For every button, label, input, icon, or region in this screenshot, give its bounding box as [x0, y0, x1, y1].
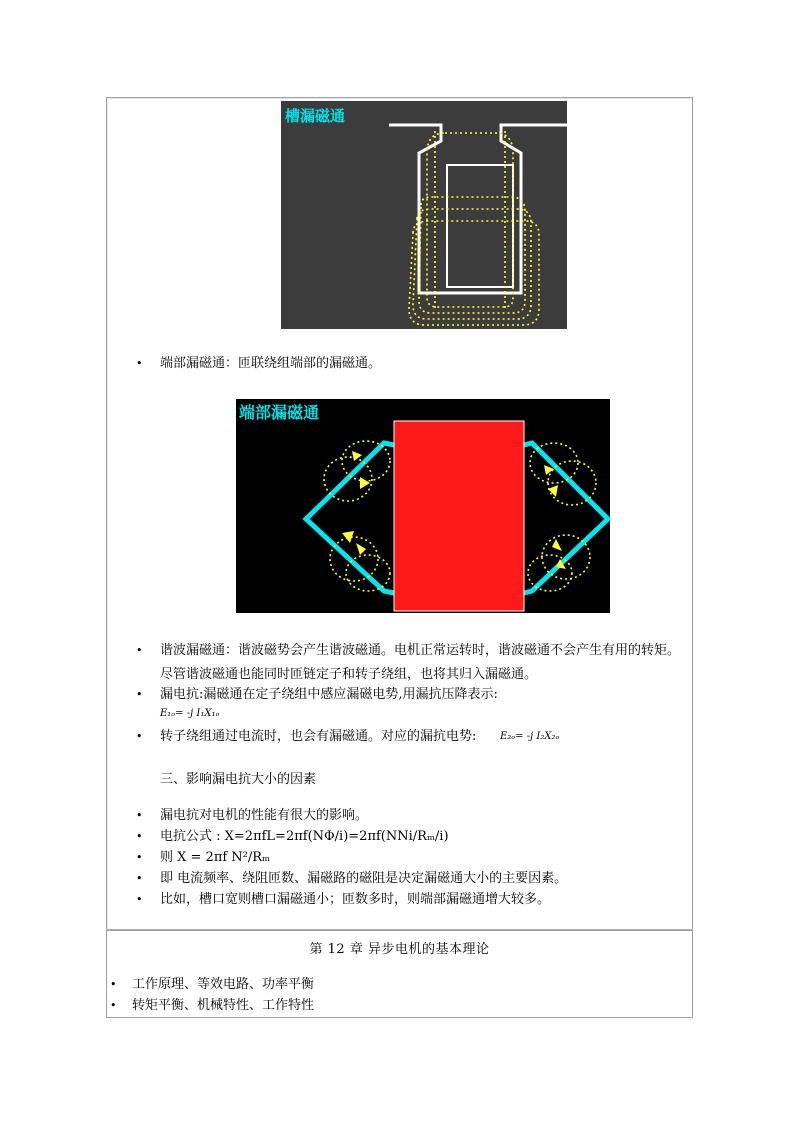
end-leakage-figure: [236, 399, 610, 613]
formula-e1: E₁ₒ= -j I₁X₁ₒ: [160, 708, 220, 719]
bullet-dot: •: [136, 357, 143, 370]
bullet-dot: •: [136, 809, 143, 822]
bullet-dot: •: [136, 830, 143, 843]
bullet-dot: •: [136, 851, 143, 864]
divider: [106, 929, 693, 930]
bullet-dot: •: [136, 893, 143, 906]
bullet-dot: •: [136, 872, 143, 885]
fig1-background: [281, 101, 567, 329]
chapter-title: 第 12 章 异步电机的基本理论: [309, 942, 490, 957]
bullet-dot: •: [136, 644, 143, 657]
harmonic-text-1: 谐波漏磁通：谐波磁势会产生谐波磁通。电机正常运转时，谐波磁通不会产生有用的转矩。: [160, 643, 681, 658]
factor-text: 则 X = 2πf N²/Rₘ: [160, 850, 271, 865]
fig2-label: 端部漏磁通: [239, 403, 320, 422]
section-heading: 三、影响漏电抗大小的因素: [160, 772, 317, 787]
bullet-dot: •: [136, 688, 143, 701]
formula-e2: E₂ₒ= -j I₂X₂ₒ: [500, 731, 560, 742]
factor-text: 漏电抗对电机的性能有很大的影响。: [160, 808, 369, 823]
fig1-label: 槽漏磁通: [285, 107, 346, 125]
end-leakage-text: 端部漏磁通：匝联绕组端部的漏磁通。: [160, 356, 382, 371]
chapter-item-text: 转矩平衡、机械特性、工作特性: [132, 998, 315, 1013]
factor-text: 比如，槽口宽则槽口漏磁通小；匝数多时，则端部漏磁通增大较多。: [160, 892, 551, 907]
chapter-item-text: 工作原理、等效电路、功率平衡: [132, 977, 315, 992]
factor-text: 即 电流频率、绕阻匝数、漏磁路的磁阻是决定漏磁通大小的主要因素。: [160, 871, 568, 886]
bullet-dot: •: [110, 978, 117, 991]
rotor-text: 转子绕组通过电流时，也会有漏磁通。对应的漏抗电势:: [160, 729, 477, 744]
bullet-dot: •: [110, 999, 117, 1012]
bullet-dot: •: [136, 730, 143, 743]
factor-text: 电抗公式 : X=2πfL=2πf(NΦ/i)=2πf(NNi/Rₘ/i): [160, 829, 449, 844]
harmonic-text-2: 尽管谐波磁通也能同时匝链定子和转子绕组，也将其归入漏磁通。: [160, 667, 538, 682]
slot-leakage-figure: [281, 101, 567, 329]
reactance-text: 漏电抗:漏磁通在定子绕组中感应漏磁电势,用漏抗压降表示:: [160, 687, 498, 702]
core-block: [394, 421, 524, 611]
